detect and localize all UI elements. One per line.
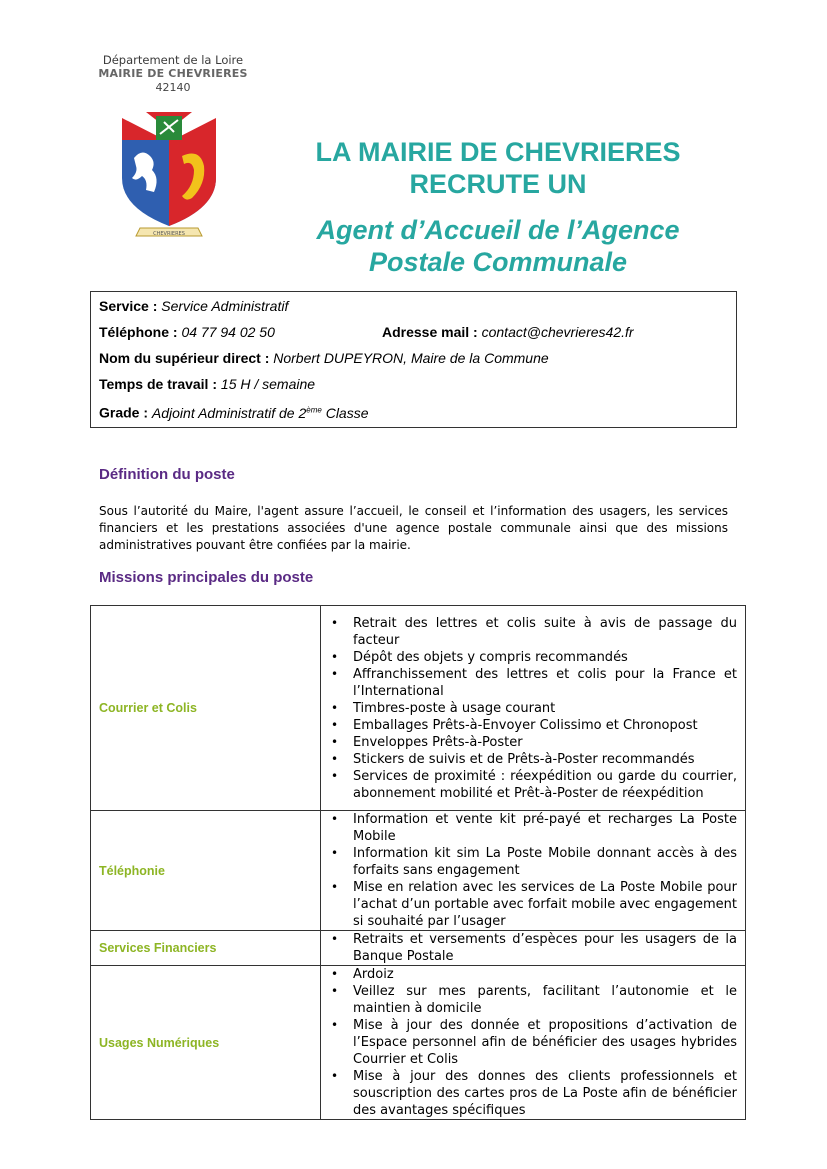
mission-category: Courrier et Colis xyxy=(91,606,321,811)
mission-item: • Mise à jour des donnée et propositions d’activation de l’Espace personnel afin de bénéficier des usages hybrides Courrier et Colis xyxy=(331,1017,737,1068)
postal-code: 42140 xyxy=(155,81,191,94)
mission-item: • Dépôt des objets y compris recommandés xyxy=(331,649,737,666)
mission-item: • Emballages Prêts-à-Envoyer Colissimo et Chronopost xyxy=(331,717,737,734)
title-line-1: LA MAIRIE DE CHEVRIERES xyxy=(315,137,681,167)
mission-item: • Services de proximité : réexpédition ou garde du courrier, abonnement mobilité et Prêt-à-Poster de réexpédition xyxy=(331,768,737,802)
subtitle-line-1: Agent d’Accueil de l’Agence xyxy=(316,215,680,245)
mission-item: • Information kit sim La Poste Mobile donnant accès à des forfaits sans engagement xyxy=(331,845,737,879)
supervisor-value: Norbert DUPEYRON, Maire de la Commune xyxy=(273,350,549,366)
mission-item: • Retraits et versements d’espèces pour les usagers de la Banque Postale xyxy=(331,931,737,965)
mission-item: • Enveloppes Prêts-à-Poster xyxy=(331,734,737,751)
mission-row xyxy=(91,966,746,1120)
mission-item: • Mise à jour des donnes des clients professionnels et souscription des cartes pros de La Poste afin de bénéficier des avantages spécifiques xyxy=(331,1068,737,1119)
coat-of-arms-icon xyxy=(116,108,222,240)
worktime-row: Temps de travail : 15 H / semaine xyxy=(99,376,316,392)
mission-item: • Retrait des lettres et colis suite à avis de passage du facteur xyxy=(331,615,737,649)
mission-item: • Mise en relation avec les services de La Poste Mobile pour l’achat d’un portable avec forfait mobile avec engagement si souhaité par l’usager xyxy=(331,879,737,930)
mission-item: • Ardoiz xyxy=(331,966,737,983)
mission-item: • Stickers de suivis et de Prêts-à-Poster recommandés xyxy=(331,751,737,768)
service-row: Service : Service Administratif xyxy=(99,298,289,314)
mission-item: • Information et vente kit pré-payé et recharges La Poste Mobile xyxy=(331,811,737,845)
job-subtitle xyxy=(270,214,726,278)
definition-heading: Définition du poste xyxy=(99,466,235,483)
mail-value[interactable]: contact@chevrieres42.fr xyxy=(481,324,634,340)
mission-category: Services Financiers xyxy=(91,931,321,966)
svg-text:CHEVRIERES: CHEVRIERES xyxy=(153,231,185,237)
grade-value: Adjoint Administratif de 2ème Classe xyxy=(151,404,369,421)
phone-value: 04 77 94 02 50 xyxy=(181,324,275,340)
missions-heading: Missions principales du poste xyxy=(99,569,314,586)
grade-row: Grade : Adjoint Administratif de 2ème Classe xyxy=(99,404,369,421)
mission-item: • Veillez sur mes parents, facilitant l’autonomie et le maintien à domicile xyxy=(331,983,737,1017)
mail-field: Adresse mail : contact@chevrieres42.fr xyxy=(382,324,634,340)
mission-items xyxy=(321,606,746,811)
mission-row xyxy=(91,811,746,931)
mission-row xyxy=(91,931,746,966)
contact-row: Téléphone : 04 77 94 02 50 Adresse mail : contact@chevrieres42.fr xyxy=(99,321,728,347)
definition-text: Sous l’autorité du Maire, l'agent assure l’accueil, le conseil et l’information des usagers, les services financiers et les prestations associées d'une agence postale communale ainsi que des missions administratives pouvant être confiées par la mairie. xyxy=(99,504,728,552)
mission-category: Téléphonie xyxy=(91,811,321,931)
subtitle-line-2: Postale Communale xyxy=(368,247,628,277)
mission-item: • Timbres-poste à usage courant xyxy=(331,700,737,717)
job-title-block xyxy=(270,136,726,278)
worktime-value: 15 H / semaine xyxy=(220,376,316,392)
supervisor-row: Nom du supérieur direct : Norbert DUPEYRON, Maire de la Commune xyxy=(99,350,549,366)
service-value: Service Administratif xyxy=(161,298,289,314)
mission-row xyxy=(91,606,746,811)
department-name: Département de la Loire xyxy=(102,53,244,67)
mission-item: • Affranchissement des lettres et colis pour la France et l’International xyxy=(331,666,737,700)
mairie-header xyxy=(98,53,248,95)
mairie-name: MAIRIE DE CHEVRIERES xyxy=(98,67,248,80)
mission-category: Usages Numériques xyxy=(91,966,321,1120)
missions-table xyxy=(90,605,746,1120)
mission-items xyxy=(321,966,746,1120)
mission-items xyxy=(321,931,746,966)
job-info-box xyxy=(90,291,737,428)
mission-items xyxy=(321,811,746,931)
title-line-2: RECRUTE UN xyxy=(409,169,587,199)
